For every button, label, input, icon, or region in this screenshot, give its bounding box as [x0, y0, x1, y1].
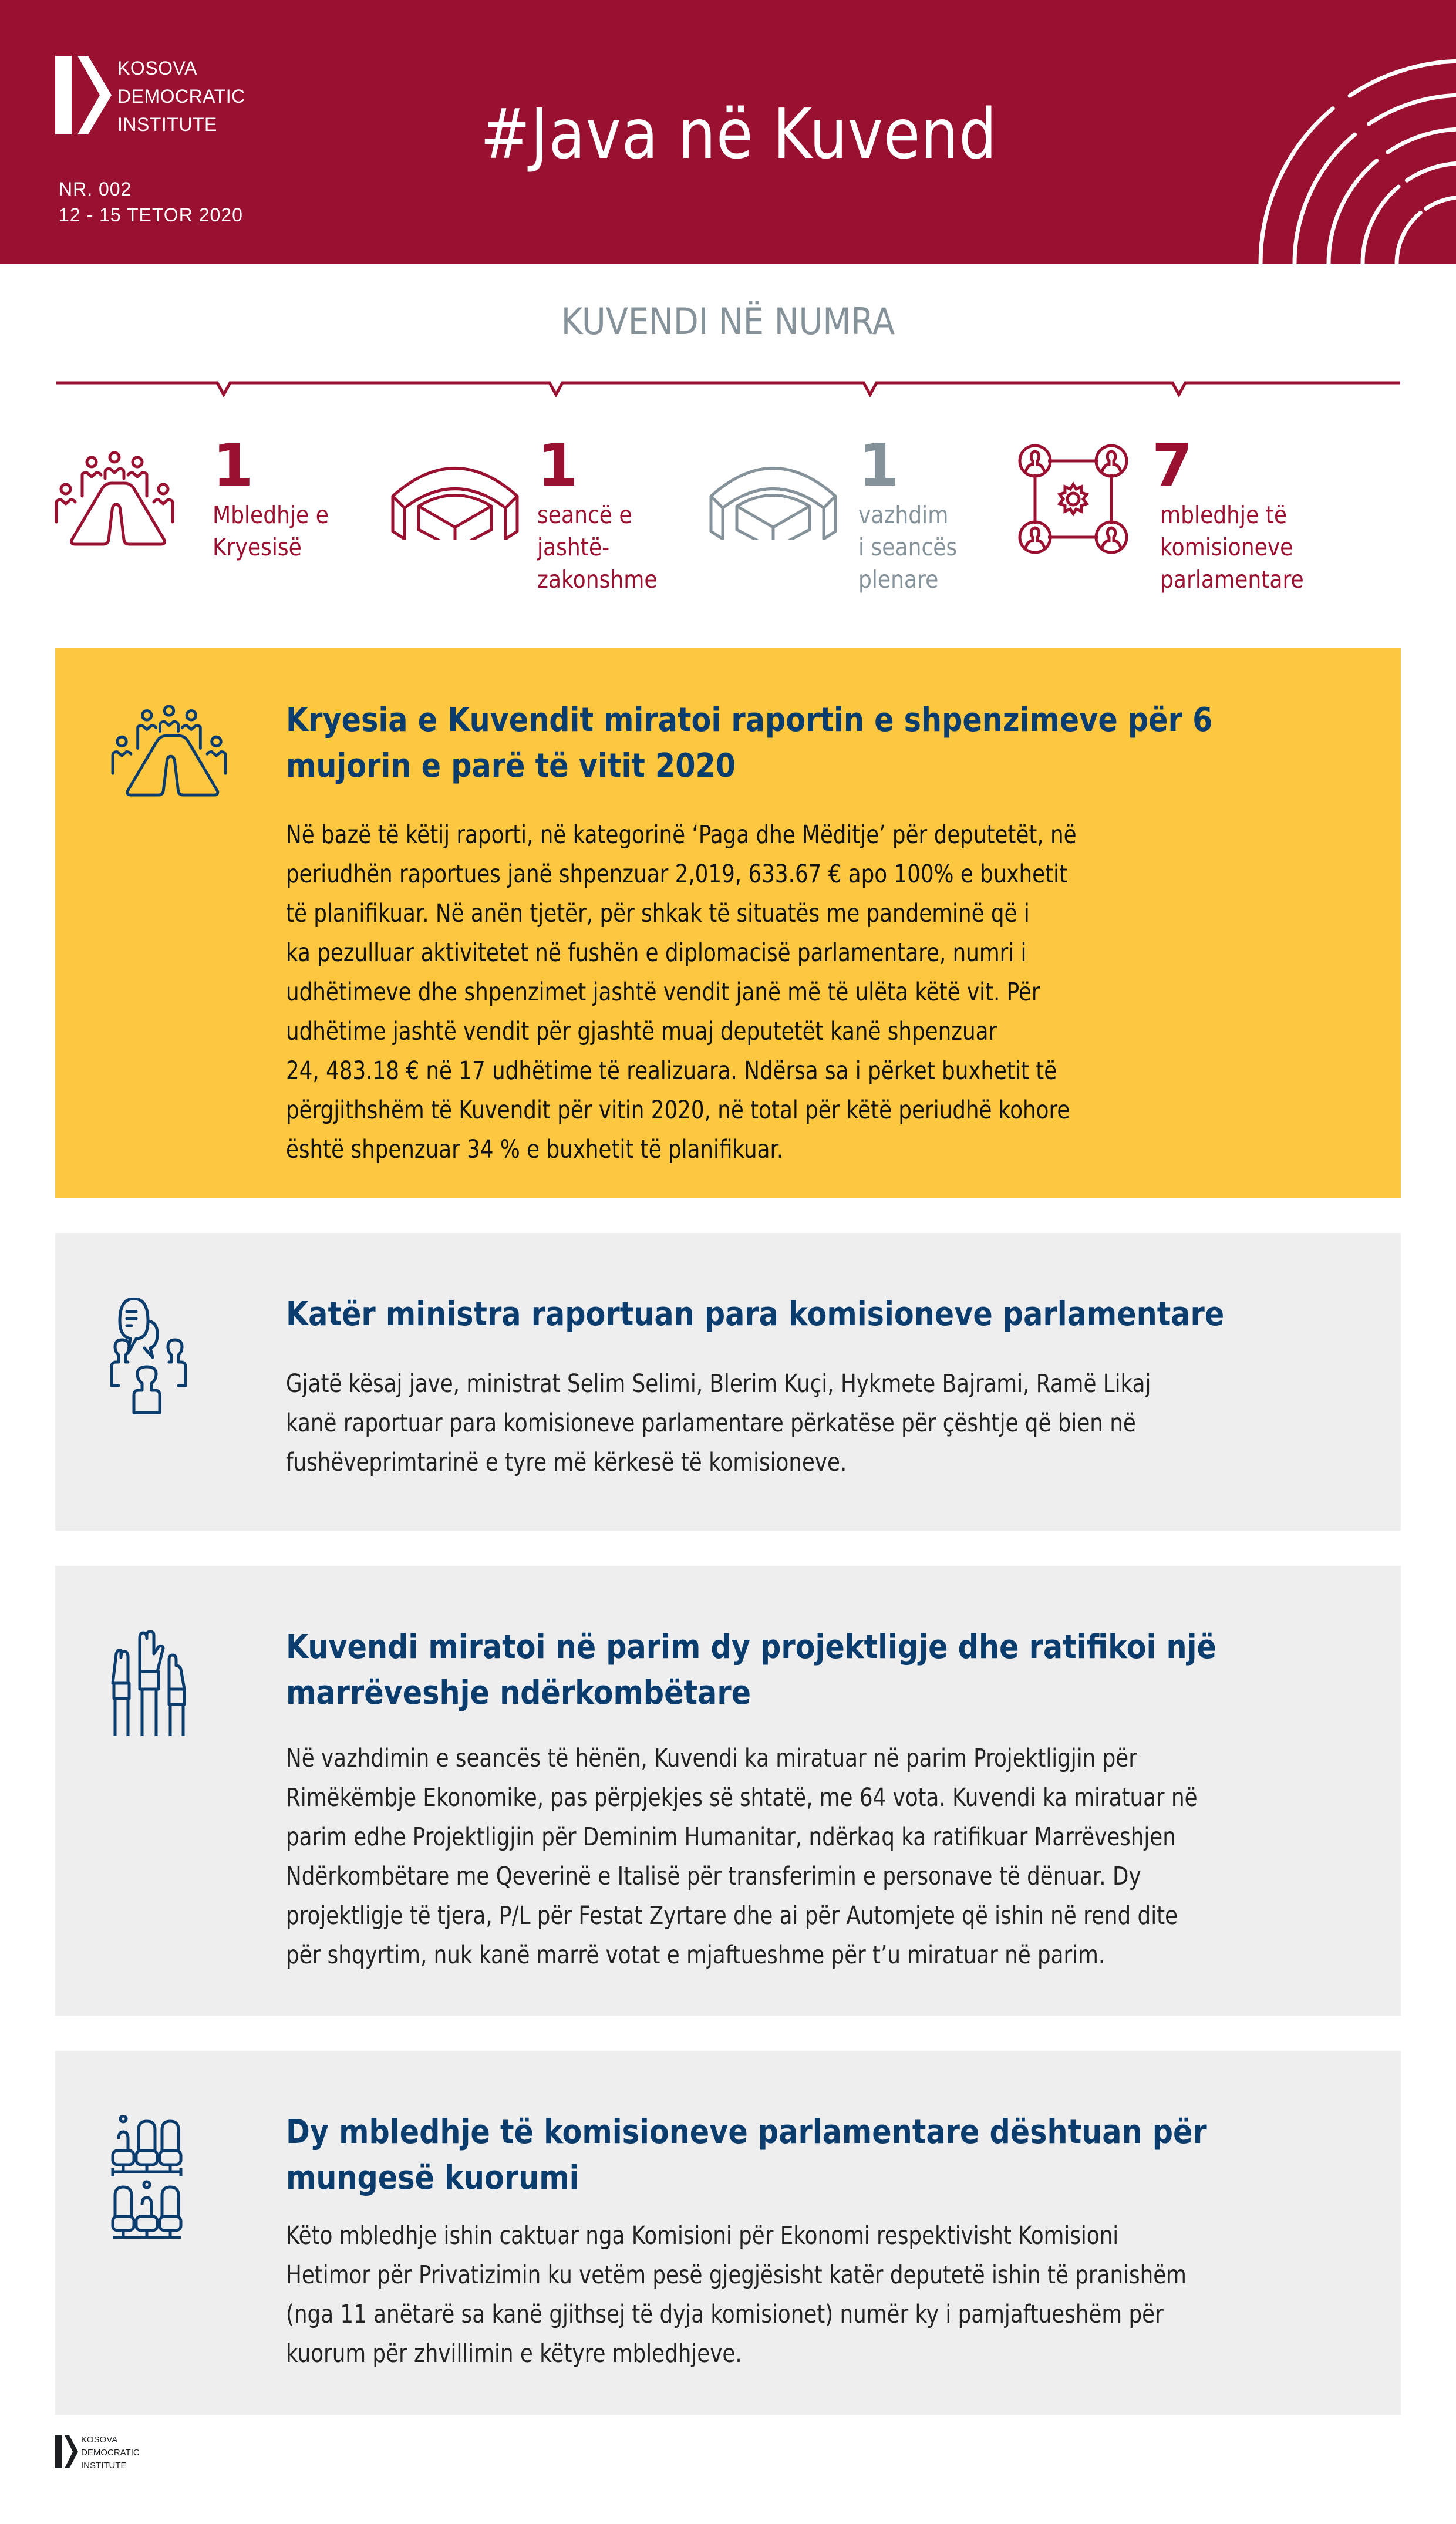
arc-segment: [1350, 61, 1456, 96]
arc-segment: [1407, 163, 1456, 180]
stat-label-line: parlamentare: [1160, 565, 1304, 594]
card-body-line: periudhën raportues janë shpenzuar 2,019, 633.67 € apo 100% e buxhetit: [286, 860, 1068, 889]
card-title-line: Kuvendi miratoi në parim dy projektligje dhe ratifikoi një: [286, 1628, 1216, 1666]
card-title-line: marrëveshje ndërkombëtare: [286, 1674, 751, 1712]
card-body-line: udhëtimeve dhe shpenzimet jashtë vendit janë më të ulëta këtë vit. Për: [286, 978, 1040, 1007]
ministers-speech-icon: [110, 1298, 187, 1415]
arc-segment: [1363, 187, 1398, 264]
logo-line: INSTITUTE: [117, 114, 217, 135]
news-card-budget-report: [55, 648, 1401, 1198]
footer-logo-text: [81, 2434, 140, 2472]
section-title: KUVENDI NË NUMRA: [561, 300, 895, 343]
card-body-line: të planifikuar. Në anën tjetër, për shkak të situatës me pandeminë që i: [286, 899, 1030, 928]
stat-label-line: jashtë-: [537, 533, 610, 561]
news-card-ministers: [55, 1233, 1401, 1531]
card-body-line: Ndërkombëtare me Qeverinë e Italisë për transferimin e personave të dënuar. Dy: [286, 1862, 1141, 1891]
card-body-line: udhëtime jashtë vendit për gjashtë muaj deputetët kanë shpenzuar: [286, 1017, 997, 1046]
card-title: [286, 2109, 1207, 2201]
issue-info: [59, 176, 243, 228]
stat-value: 1: [213, 431, 254, 500]
card-body-line: 24, 483.18 € në 17 udhëtime të realizuara. Ndërsa sa i përket buxhetit të: [286, 1056, 1057, 1086]
card-body-line: projektligje të tjera, P/L për Festat Zyrtare dhe ai për Automjete që ishin në rend dite: [286, 1901, 1178, 1930]
stat-label-line: komisioneve: [1160, 533, 1293, 561]
card-body-line: Këto mbledhje ishin caktuar nga Komisioni për Ekonomi respektivisht Komisioni: [286, 2221, 1119, 2250]
section-divider: [55, 376, 1402, 399]
logo-line: DEMOCRATIC: [81, 2448, 140, 2458]
card-title: [286, 697, 1213, 789]
page-title: #Java në Kuvend: [480, 93, 997, 174]
stat-label-line: vazhdim: [858, 501, 949, 529]
logo-line: KOSOVA: [81, 2435, 118, 2445]
card-title-line: mungesë kuorumi: [286, 2159, 579, 2197]
logo-bar-shape: [55, 2435, 62, 2468]
stat-value: 1: [858, 431, 899, 500]
card-body-line: përgjithshëm të Kuvendit për vitin 2020, në total për këtë periudhë kohore: [286, 1096, 1070, 1125]
logo-text: [117, 54, 245, 139]
empty-seats-icon: [110, 2115, 187, 2239]
arc-segment: [1426, 197, 1456, 208]
card-body-line: kuorum për zhvillimin e këtyre mbledhjeve.: [286, 2339, 742, 2368]
stat-label-line: Mbledhje e: [213, 501, 329, 529]
plenary-hall-icon: [709, 464, 838, 540]
card-body-line: Gjatë kësaj jave, ministrat Selim Selimi, Blerim Kuçi, Hykmete Bajrami, Ramë Likaj: [286, 1369, 1151, 1399]
stat-label: [1160, 499, 1304, 596]
card-body: [286, 816, 1241, 1170]
meeting-table-icon: [54, 449, 175, 546]
news-card-quorum: [55, 2051, 1401, 2415]
card-title-line: Dy mbledhje të komisioneve parlamentare dështuan për: [286, 2113, 1207, 2151]
arc-segment: [1329, 161, 1377, 264]
card-body-line: Në vazhdimin e seancës të hënën, Kuvendi ka miratuar në parim Projektligjin për: [286, 1744, 1137, 1773]
stat-value: 7: [1152, 431, 1193, 500]
logo-chevron-icon: [65, 2435, 79, 2468]
committee-network-icon: [1017, 443, 1129, 555]
card-body: [286, 1739, 1241, 1975]
stat-label: [537, 499, 658, 596]
news-card-draft-laws: [55, 1566, 1401, 2016]
card-body-line: (nga 11 anëtarë sa kanë gjithsej të dyja komisionet) numër ky i pamjaftueshëm për: [286, 2300, 1164, 2329]
stat-label: [213, 499, 329, 564]
card-title-line: Kryesia e Kuvendit miratoi raportin e shpenzimeve për 6: [286, 701, 1213, 739]
date-range: 12 - 15 TETOR 2020: [59, 204, 243, 225]
parliament-arcs-icon: [1233, 35, 1456, 264]
arc-segment: [1369, 95, 1456, 124]
stat-value: 1: [537, 431, 578, 500]
card-body-line: Hetimor për Privatizimin ku vetëm pesë gjegjësisht katër deputetë ishin të pranishëm: [286, 2260, 1187, 2290]
logo-chevron-icon: [77, 56, 113, 134]
stat-label-line: Kryesisë: [213, 533, 302, 561]
card-body-line: fushëveprimtarinë e tyre më kërkesë të komisioneve.: [286, 1448, 847, 1477]
card-body-line: është shpenzuar 34 % e buxhetit të planifikuar.: [286, 1135, 784, 1164]
card-body-line: kanë raportuar para komisioneve parlamentare përkatëse për çështje që bien në: [286, 1408, 1136, 1438]
plenary-hall-icon: [390, 464, 520, 540]
card-title: [286, 1625, 1216, 1716]
issue-number: NR. 002: [59, 178, 132, 200]
stat-label-line: seancë e: [537, 501, 632, 529]
card-body-line: ka pezulluar aktivitetet në fushën e diplomacisë parlamentare, numri i: [286, 938, 1027, 968]
stat-label-line: mbledhje të: [1160, 501, 1288, 529]
arc-segment: [1388, 129, 1456, 152]
raised-hands-icon: [110, 1630, 187, 1736]
stat-label-line: plenare: [858, 565, 939, 594]
card-title: [286, 1292, 1225, 1337]
logo-line: INSTITUTE: [81, 2461, 127, 2471]
logo-bar-shape: [55, 56, 72, 134]
card-body-line: Rimëkëmbje Ekonomike, pas përpjekjes së shtatë, me 64 vota. Kuvendi ka miratuar në: [286, 1783, 1198, 1812]
logo-line: KOSOVA: [117, 58, 197, 79]
card-body-line: Në bazë të këtij raporti, në kategorinë ‘Paga dhe Mëditje’ për deputetët, në: [286, 820, 1077, 850]
card-body-line: për shqyrtim, nuk kanë marrë votat e mjaftueshme për t’u miratuar në parim.: [286, 1940, 1106, 1970]
meeting-table-icon: [110, 703, 228, 797]
card-body-line: parim edhe Projektligjin për Deminim Humanitar, ndërkaq ka ratifikuar Marrëveshjen: [286, 1822, 1176, 1852]
logo-line: DEMOCRATIC: [117, 86, 245, 107]
stat-label-line: zakonshme: [537, 565, 658, 594]
card-title-line: Katër ministra raportuan para komisioneve parlamentare: [286, 1295, 1225, 1333]
stat-label-line: i seancës: [858, 533, 958, 561]
arc-segment: [1397, 213, 1420, 264]
card-body: [286, 1364, 1241, 1482]
card-body: [286, 2216, 1241, 2374]
header-banner: [0, 0, 1456, 264]
card-title-line: mujorin e parë të vitit 2020: [286, 747, 736, 785]
stat-label: [858, 499, 957, 596]
